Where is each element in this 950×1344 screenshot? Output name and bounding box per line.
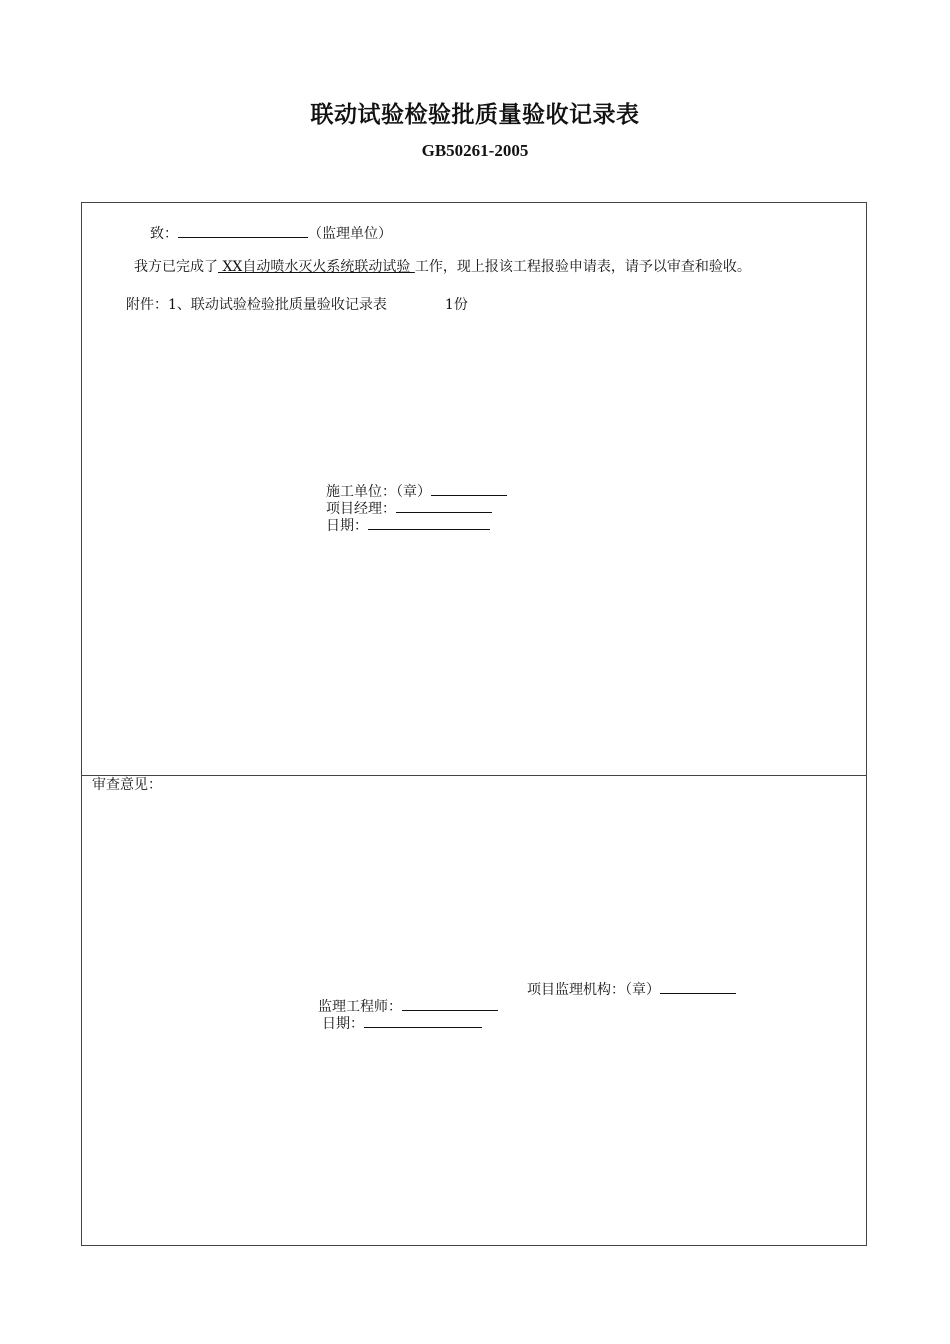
statement-suffix: 工作，现上报该工程报验申请表，请予以审查和验收。: [414, 259, 751, 275]
attachment-line: [126, 297, 468, 314]
application-date-field[interactable]: [368, 515, 490, 530]
attachment-label: 附件：1、联动试验检验批质量验收记录表: [126, 297, 387, 313]
application-date-label: 日期：: [326, 518, 368, 534]
supervision-org-seal-field[interactable]: [660, 979, 736, 994]
page-title: 联动试验检验批质量验收记录表: [310, 102, 640, 128]
recipient-line: [150, 223, 392, 243]
supervising-engineer-label: 监理工程师：: [318, 999, 402, 1015]
supervising-engineer-field[interactable]: [402, 996, 498, 1011]
review-date-line: [322, 1013, 482, 1033]
inspection-form: [81, 202, 867, 1246]
review-date-field[interactable]: [364, 1013, 482, 1028]
statement-line: [134, 259, 751, 276]
statement-prefix: 我方已完成了: [134, 259, 218, 275]
to-suffix: （监理单位）: [308, 226, 392, 242]
attachment-count: 1份: [444, 297, 468, 313]
review-opinion-label: 审查意见：: [92, 777, 162, 793]
recipient-field[interactable]: [178, 223, 308, 238]
supervision-org-label: 项目监理机构：（章）: [527, 982, 660, 998]
section-divider: [82, 775, 866, 776]
to-label: 致：: [150, 226, 178, 242]
work-item: XX自动喷水灭火系统联动试验: [218, 259, 415, 275]
application-date-line: [326, 515, 490, 535]
project-manager-label: 项目经理：: [326, 501, 396, 517]
review-date-label: 日期：: [322, 1016, 364, 1032]
standard-code: GB50261-2005: [421, 141, 529, 160]
contractor-label: 施工单位：（章）: [326, 484, 431, 500]
contractor-seal-field[interactable]: [431, 481, 507, 496]
project-manager-field[interactable]: [396, 498, 492, 513]
supervision-org-line: [527, 979, 736, 999]
